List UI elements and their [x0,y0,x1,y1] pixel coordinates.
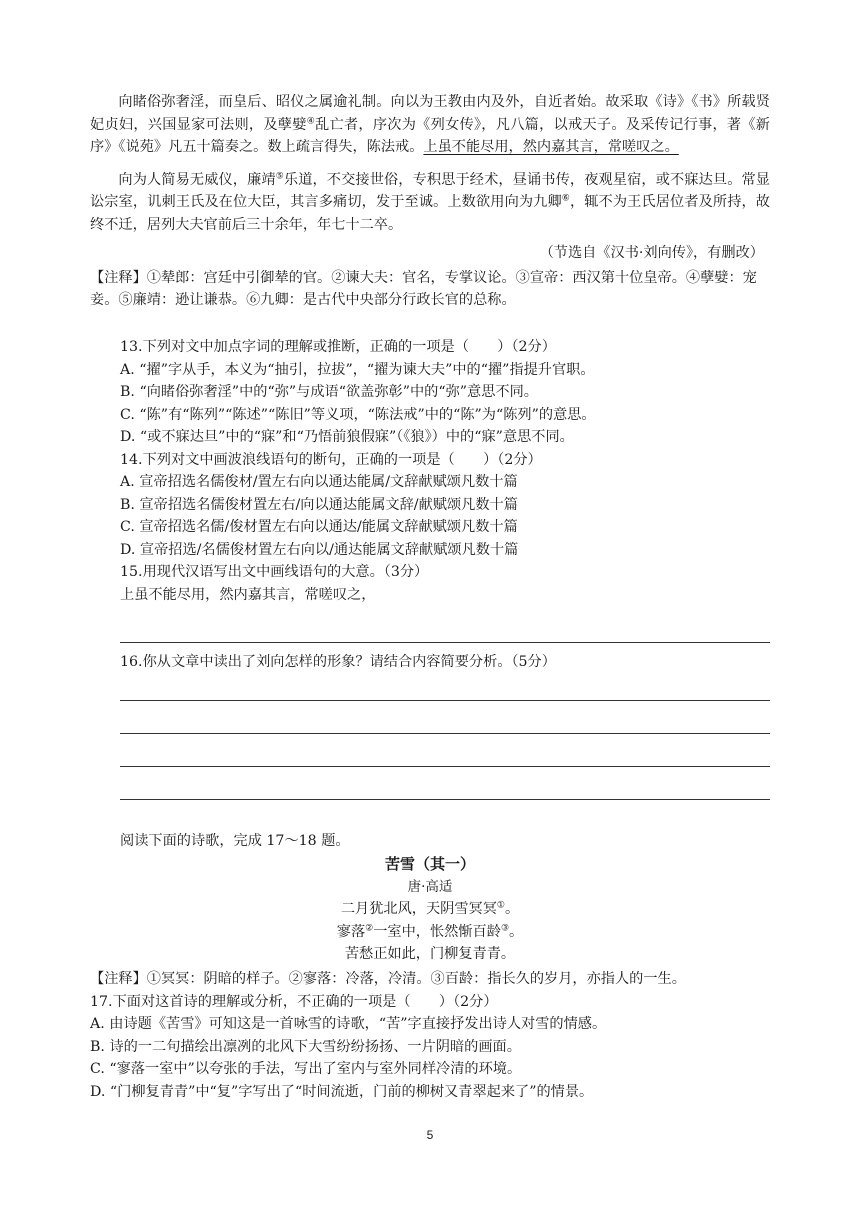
footnote-marker: ⑤ [275,170,284,181]
q17-option-b: B. 诗的一二句描绘出凛冽的北风下大雪纷纷扬扬、一片阴暗的画面。 [90,1038,521,1055]
questions-13-15 [120,336,780,606]
answer-line[interactable] [120,733,770,734]
q13-option-d: D. “或不寐达旦”中的“寐”和“乃悟前狼假寐”（《狼》）中的“寐”意思不同。 [120,429,574,445]
poem [90,853,770,966]
q13-stem: 13.下列对文中加点字词的理解或推断，正确的一项是（ ）（2分） [120,339,556,355]
passage-paragraph-1 [90,91,770,159]
passage [90,91,770,312]
passage-source: （节选自《汉书·刘向传》，有删改） [539,245,764,261]
poem-line-2 [90,921,770,944]
question-16 [120,651,780,674]
footnote-marker: ② [365,922,374,933]
footnote-marker: ④ [306,115,316,126]
q15-stem: 15.用现代汉语写出文中画线语句的大意。（3分） [120,564,429,580]
answer-line[interactable] [120,700,770,701]
q17-option-a: A. 由诗题《苦雪》可知这是一首咏雪的诗歌，“苦”字直接抒发出诗人对雪的情感。 [90,1016,607,1032]
q16-stem: 16.你从文章中读出了刘向怎样的形象？请结合内容简要分析。（5分） [120,654,556,670]
q13-option-c: C. “陈”有“陈列”“陈述”“陈旧”等义项，“陈法戒”中的“陈”为“陈列”的意思。 [120,406,596,423]
passage-text: 向睹俗弥奢淫，而皇后、昭仪之属逾礼制。向以为王教由内及外，自近者始。故采取《诗》《书》所载贤妃贞妇，兴国显家可法则，及孽嬖 [90,94,770,133]
q14-option-d: D. 宣帝招选/名儒俊材置左右向以/通达能属文辞献赋颂凡数十篇 [120,541,519,558]
passage-text: 乱亡者，序次为《列女传》，凡八篇，以戒天子。及采传记行事，著《新序》《说苑》凡五十篇奏之。数上疏言得失，陈法戒。 [90,116,770,155]
q14-stem: 14.下列对文中画波浪线语句的断句，正确的一项是（ ）（2分） [120,451,542,468]
q13-option-b: B. “向睹俗弥奢淫”中的“弥”与成语“欲盖弥彰”中的“弥”意思不同。 [120,384,538,400]
poem-text: 二月犹北风，天阴雪冥冥 [340,901,497,917]
poem-author: 唐·高适 [407,878,453,895]
poem-title: 苦雪（其一） [384,855,475,873]
poem-line-1 [90,898,770,921]
footnote-marker: ③ [500,922,510,933]
q17-option-c: C. “寥落一室中”以夸张的手法，写出了室内与室外同样冷清的环境。 [90,1061,522,1077]
poem-notes: 【注释】①冥冥：阴暗的样子。②寥落：冷落，冷清。③百龄：指长久的岁月，亦指人的一生。 [90,971,686,987]
poem-intro: 阅读下面的诗歌，完成 17～18 题。 [120,833,350,849]
passage-text: 向为人简易无威仪，廉靖 [118,171,276,188]
q17-stem: 17.下面对这首诗的理解或分析，不正确的一项是（ ）（2分） [90,993,498,1010]
q14-option-a: A. 宣帝招选名儒俊材/置左右向以通达能属/文辞献赋颂凡数十篇 [120,474,518,490]
passage-text: 乐道，不交接世俗，专积思于经术，昼诵书传，夜观星宿，或不寐达旦。常显讼宗室，讥刺王氏及在位大臣，其言多痛切，发于至诚。上数欲用向为九卿 [90,171,770,210]
footnote-marker: ① [496,900,505,911]
page-number: 5 [426,1128,434,1142]
passage-text: ，辄不为王氏居位者及所持，故终不迁，居列大夫官前后三十余年，年七十二卒。 [90,194,770,233]
poem-text: 一室中，怅然惭百龄 [373,923,501,940]
poem-text: 。 [504,901,520,917]
q13-option-a: A. “擢”字从手，本义为“抽引，拉拔”，“擢为谏大夫”中的“擢”指提升官职。 [120,361,595,378]
q14-option-c: C. 宣帝招选名儒/俊材置左右向以通达/能属文辞献赋颂凡数十篇 [120,519,518,535]
answer-line[interactable] [120,642,770,643]
poem-line-3: 苦愁正如此，门柳复青青。 [344,946,516,962]
passage-notes: 【注释】①辇郎：宫廷中引御辇的官。②谏大夫：官名，专掌议论。③宣帝：西汉第十位皇帝。④孽嬖：宠妾。⑤廉靖：逊让谦恭。⑥九卿：是古代中央部分行政长官的总称。 [90,269,757,308]
passage-paragraph-2 [90,169,770,237]
footnote-marker: ⑥ [561,193,570,204]
poem-text: 。 [509,923,524,940]
poem-intro-block [120,830,780,853]
underlined-sentence: 上虽不能尽用，然内嘉其言，常嗟叹之。 [423,139,679,155]
answer-line[interactable] [120,766,770,767]
answer-line[interactable] [120,799,770,800]
q14-option-b: B. 宣帝招选名儒俊材置左右/向以通达能属文辞/献赋颂凡数十篇 [120,496,518,513]
question-17 [90,968,780,1103]
q15-sentence: 上虽不能尽用，然内嘉其言，常嗟叹之， [120,586,376,603]
q17-option-d: D. “门柳复青青”中“复”字写出了“时间流逝，门前的柳树又青翠起来了”的情景。 [90,1083,594,1100]
poem-text: 寥落 [336,923,366,940]
